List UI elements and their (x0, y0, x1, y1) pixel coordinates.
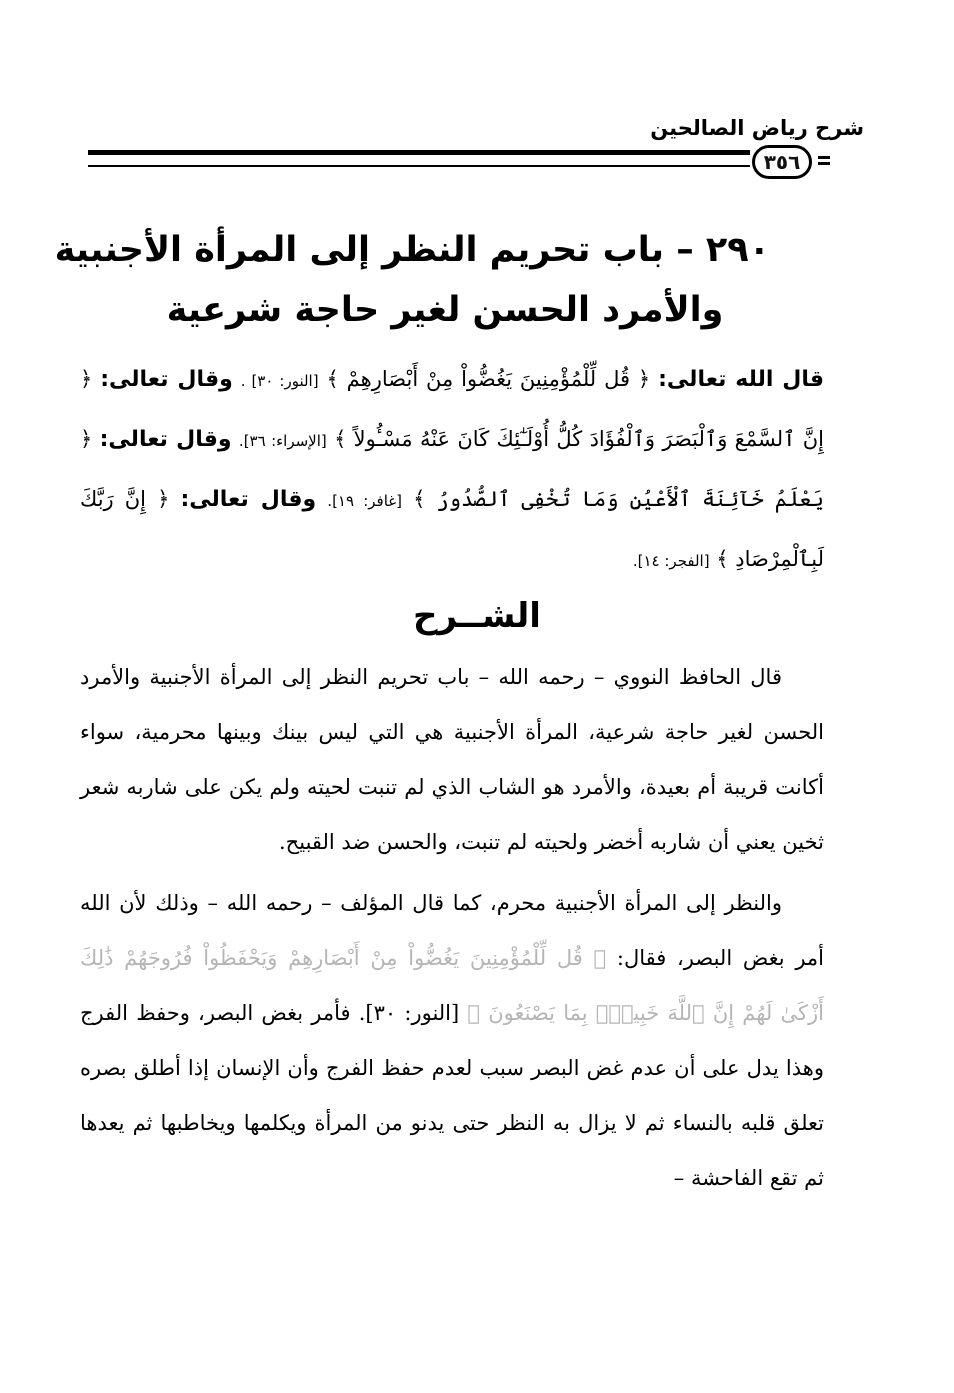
verse-1-lead: قال الله تعالى: (658, 367, 825, 392)
running-title: شرح رياض الصالحين (650, 116, 864, 140)
verse-4-ref: [الفجر: ١٤]. (632, 552, 710, 570)
verse-4-lead: وقال تعالى: (180, 487, 317, 512)
verse-1-text: ﴿ قُل لِّلْمُؤْمِنِينَ يَغُضُّواْ مِنْ أَبْصَارِهِمْ ﴾ (326, 367, 651, 391)
commentary-paragraph-2-start: والنظر إلى المرأة الأجنبية محرم، كما قال المؤلف – رحمه الله – وذلك لأن الله أمر بغض البصر، فقال: (80, 891, 824, 970)
page-number: ٣٥٦ (752, 145, 812, 179)
verse-1-ref: [النور: ٣٠] . (240, 372, 319, 390)
commentary-quran-quote: ﴿ قُل لِّلْمُؤْمِنِينَ يَغُضُّواْ مِنْ أَبْصَارِهِمْ وَيَحْفَظُواْ فُرُوجَهُمْ ذَٰلِكَ أَزْكَىٰ لَهُمْ إِنَّ ٱللَّهَ خَبِيرٌۢ بِمَا يَصْنَعُونَ ﴾ (80, 946, 824, 1025)
verse-4-text: ﴿ إِنَّ رَبَّكَ لَبِٱلْمِرْصَادِ ﴾ (80, 487, 824, 571)
verse-2-text: ﴿ إِنَّ ٱلسَّمْعَ وَٱلْبَصَرَ وَٱلْفُؤَادَ كُلُّ أُوْلَـٰٓئِكَ كَانَ عَنْهُ مَسْـُٔولاً ﴾ (80, 367, 824, 451)
verse-3-text: ﴿ يَعْلَمُ خَآئِنَةَ ٱلْأَعْيُنِ وَمَا تُخْفِى ٱلصُّدُورُ ﴾ (80, 427, 824, 511)
chapter-title-line-2: والأمرد الحسن لغير حاجة شرعية (166, 290, 724, 330)
evidence-verses (80, 350, 824, 590)
verse-2-lead: وقال تعالى: (100, 367, 233, 392)
chapter-title (54, 220, 770, 340)
commentary-body (80, 650, 824, 1212)
verse-3-ref: [غافر: ١٩]. (327, 492, 402, 510)
verse-2-ref: [الإسراء: ٣٦]. (238, 432, 327, 450)
chapter-title-line-1: ٢٩٠ – باب تحريم النظر إلى المرأة الأجنبية (54, 230, 770, 270)
commentary-paragraph-1: قال الحافظ النووي – رحمه الله – باب تحريم النظر إلى المرأة الأجنبية والأمرد الحسن لغير حاجة شرعية، المرأة الأجنبية هي التي ليس بينك وبينها محرمية، سواء أكانت قريبة أم بعيدة، والأمرد هو الشاب الذي لم تنبت لحيته ولم يكن على شاربه شعر ثخين يعني أن شاربه أخضر ولحيته لم تنبت، والحسن ضد القبيح. (80, 665, 824, 854)
header-rule-thin (88, 165, 750, 167)
commentary-paragraph-2-end: [النور: ٣٠]. فأمر بغض البصر، وحفظ الفرج وهذا يدل على أن عدم غض البصر سبب لعدم حفظ الفرج وأن الإنسان إذا أطلق بصره تعلق قلبه بالنساء ثم لا يزال به النظر حتى يدنو من المرأة ويكلمها ويخاطبها ثم يعدها ثم تقع الفاحشة – (80, 1001, 824, 1190)
commentary-paragraph-2 (80, 876, 824, 1206)
commentary-heading: الشــرح (413, 596, 541, 636)
header-rule-thick (88, 150, 750, 155)
page-number-mark-icon (818, 156, 830, 167)
verse-3-lead: وقال تعالى: (99, 427, 232, 452)
